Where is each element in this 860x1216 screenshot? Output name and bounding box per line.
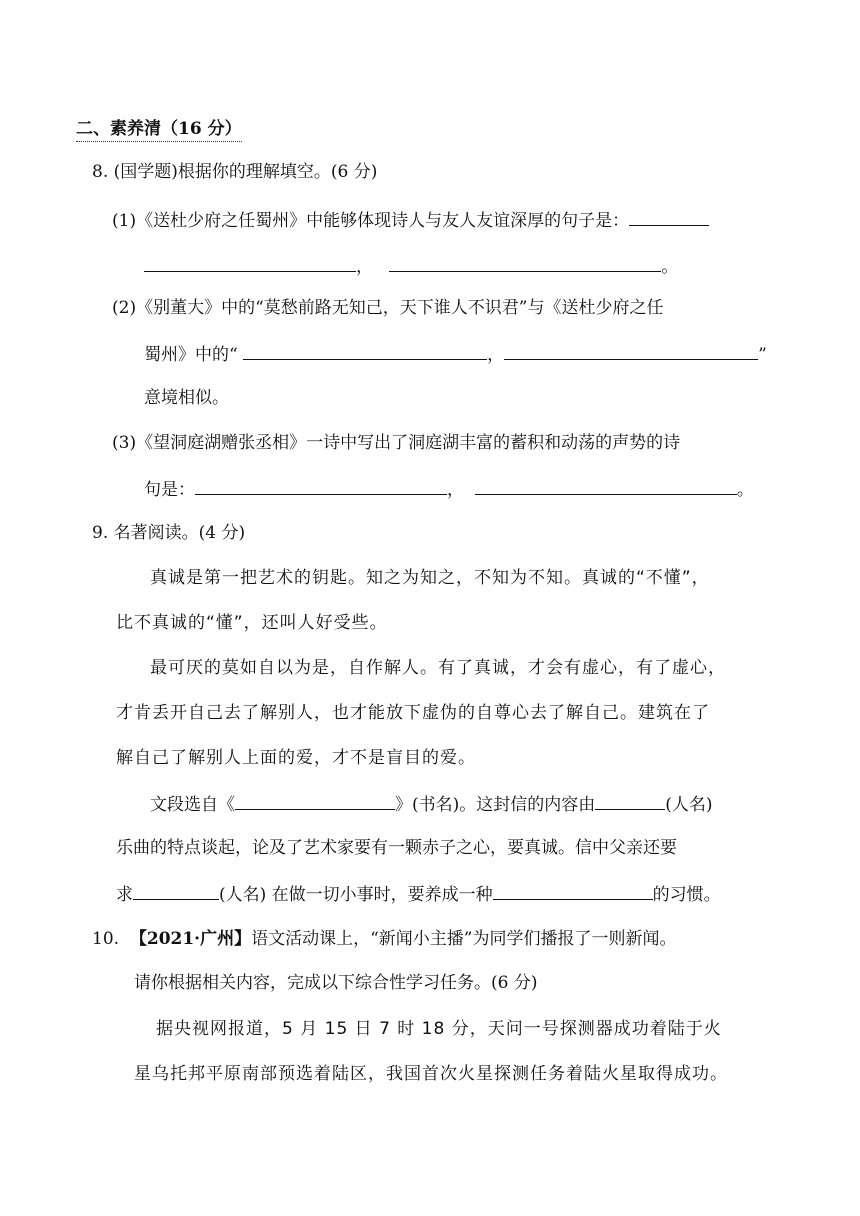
q9-passage-line: 最可厌的莫如自以为是，自作解人。有了真诚，才会有虚心，有了虚心， bbox=[150, 658, 726, 678]
section-title: 二、素养清（16 分） bbox=[76, 117, 242, 142]
q9-passage-line: 真诚是第一把艺术的钥匙。知之为知之，不知为不知。真诚的“不懂”， bbox=[150, 568, 710, 588]
q9-task-line2: 乐曲的特点谈起，论及了艺术家要有一颗赤子之心，要真诚。信中父亲还要 bbox=[116, 838, 677, 858]
close-quote: ” bbox=[758, 345, 767, 365]
q8-sub2-line3: 意境相似。 bbox=[144, 388, 229, 408]
q10-news-line: 据央视网报道，5 月 15 日 7 时 18 分，天问一号探测器成功着陆于火 bbox=[156, 1019, 722, 1039]
q10-stem-line2: 请你根据相关内容，完成以下综合性学习任务。(6 分) bbox=[134, 973, 538, 993]
q9-task-text: 文段选自《 bbox=[150, 795, 235, 815]
answer-blank[interactable] bbox=[475, 476, 737, 495]
person-name-blank[interactable] bbox=[133, 881, 219, 900]
q8-sub1-line1 bbox=[112, 207, 709, 233]
q10-stem-text: 语文活动课上，“新闻小主播”为同学们播报了一则新闻。 bbox=[251, 929, 677, 949]
q8-sub2-line2 bbox=[144, 341, 767, 367]
answer-blank[interactable] bbox=[504, 341, 758, 360]
q9-task-line1 bbox=[150, 791, 713, 817]
q9-task-text: (人名) bbox=[665, 795, 713, 815]
answer-blank[interactable] bbox=[195, 476, 447, 495]
q8-sub2-line1: (2)《别董大》中的“莫愁前路无知己，天下谁人不识君”与《送杜少府之任 bbox=[112, 298, 664, 318]
q9-task-text: 》(书名)。这封信的内容由 bbox=[395, 795, 596, 815]
comma: ， bbox=[487, 345, 505, 365]
q10-source-tag: 【2021·广州】 bbox=[129, 929, 252, 949]
q8-sub1-line2 bbox=[144, 253, 678, 279]
period: 。 bbox=[661, 257, 679, 277]
q10-number: 10. bbox=[92, 929, 120, 949]
q8-sub3-line1: (3)《望洞庭湖赠张丞相》一诗中写出了洞庭湖丰富的蓄积和动荡的声势的诗 bbox=[112, 433, 681, 453]
habit-blank[interactable] bbox=[493, 881, 653, 900]
comma: ， bbox=[447, 480, 464, 500]
q9-passage-line: 比不真诚的“懂”，还叫人好受些。 bbox=[116, 613, 388, 633]
q10-news-line: 星乌托邦平原南部预选着陆区，我国首次火星探测任务着陆火星取得成功。 bbox=[134, 1064, 728, 1084]
q9-task-text: 求 bbox=[116, 885, 133, 905]
person-name-blank[interactable] bbox=[595, 791, 665, 810]
q8-sub1-text: (1)《送杜少府之任蜀州》中能够体现诗人与友人友谊深厚的句子是： bbox=[112, 211, 630, 231]
answer-blank[interactable] bbox=[243, 341, 487, 360]
q8-sub2-text: 蜀州》中的“ bbox=[144, 345, 238, 365]
q8-sub3-text: 句是： bbox=[144, 480, 195, 500]
period: 。 bbox=[736, 480, 754, 500]
q9-task-text: (人名) 在做一切小事时，要养成一种 bbox=[219, 885, 493, 905]
book-name-blank[interactable] bbox=[235, 791, 395, 810]
q9-stem: 9. 名著阅读。(4 分) bbox=[92, 523, 246, 543]
q9-passage-line: 解自己了解别人上面的爱，才不是盲目的爱。 bbox=[116, 748, 476, 768]
q9-task-text: 的习惯。 bbox=[652, 885, 721, 905]
q8-stem: 8. (国学题)根据你的理解填空。(6 分) bbox=[92, 162, 378, 182]
comma: ， bbox=[356, 257, 373, 277]
q9-passage-line: 才肯丢开自己去了解别人，也才能放下虚伪的自尊心去了解自己。建筑在了 bbox=[116, 703, 710, 723]
answer-blank[interactable] bbox=[629, 207, 709, 226]
q10-stem-line1 bbox=[92, 927, 676, 951]
q9-task-line3 bbox=[116, 881, 721, 907]
answer-blank[interactable] bbox=[144, 253, 356, 272]
answer-blank[interactable] bbox=[389, 253, 661, 272]
q8-sub3-line2 bbox=[144, 476, 754, 502]
